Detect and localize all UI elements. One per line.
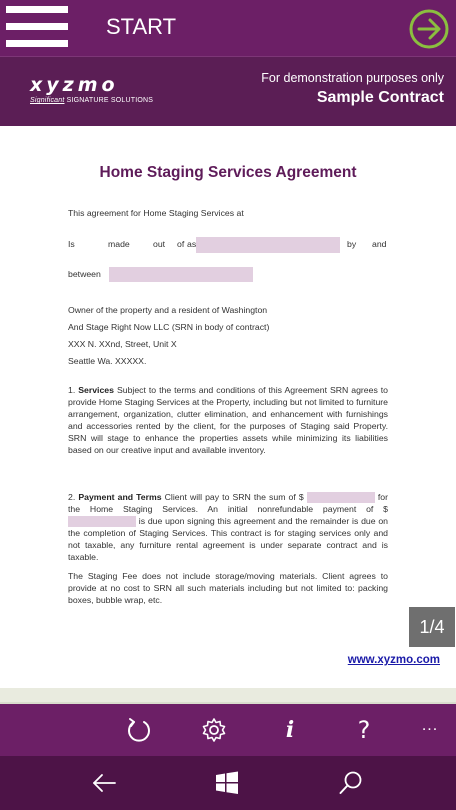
back-arrow-icon[interactable] <box>91 770 117 796</box>
hamburger-line <box>6 6 68 13</box>
total-amount-field[interactable] <box>307 492 375 503</box>
demo-note: For demonstration purposes only <box>261 71 444 85</box>
made-row <box>68 237 388 253</box>
arrow-right-circle-icon[interactable] <box>408 8 450 50</box>
xyzmo-logo <box>30 75 160 115</box>
payment-heading: Payment and Terms <box>78 492 162 502</box>
document-title: Home Staging Services Agreement <box>99 164 357 181</box>
page-bottom-edge <box>0 688 456 704</box>
made-word: of <box>177 239 185 249</box>
intro-text: This agreement for Home Staging Services at <box>68 208 244 218</box>
between-label: between <box>68 268 101 279</box>
payment-text-1: Client will pay to SRN the sum of <box>164 492 296 502</box>
header-banner <box>0 56 456 126</box>
made-word: Is <box>68 239 75 249</box>
search-icon[interactable] <box>338 770 364 796</box>
services-heading: Services <box>78 385 114 395</box>
refresh-icon[interactable] <box>125 716 153 744</box>
payment-text-2: for the Home Staging Services. An initial nonrefundable <box>68 492 388 515</box>
hamburger-line <box>6 40 68 47</box>
services-section <box>68 384 388 456</box>
more-icon[interactable]: ... <box>421 717 439 734</box>
logo-tagline <box>30 97 160 104</box>
payment-dollar: $ <box>298 492 304 502</box>
made-word: by <box>347 239 357 249</box>
date-field[interactable] <box>196 237 340 253</box>
client-name-field[interactable] <box>109 267 253 282</box>
gear-icon[interactable] <box>200 716 228 744</box>
owner-block <box>68 302 388 370</box>
system-nav-bar <box>0 756 456 810</box>
help-icon[interactable]: ? <box>357 716 371 744</box>
windows-icon[interactable] <box>214 770 240 796</box>
contract-title: Sample Contract <box>316 89 444 106</box>
payment-number: 2. <box>68 492 76 502</box>
logo-tag-rest: SIGNATURE SOLUTIONS <box>64 97 154 104</box>
xyzmo-website-link[interactable]: www.xyzmo.com <box>347 654 440 666</box>
services-number: 1. <box>68 385 76 395</box>
fee-paragraph: The Staging Fee does not include storage/moving materials. Client agrees to provide at no cost to SRN all such materials including but not limited to: packing boxes, bubble wrap, etc. <box>68 571 388 605</box>
payment-text-3: payment of $ <box>322 504 389 515</box>
info-icon[interactable]: i <box>285 717 295 743</box>
made-word: made <box>108 239 130 249</box>
start-label[interactable]: START <box>106 14 177 39</box>
owner-line: And Stage Right Now LLC (SRN in body of contract) <box>68 322 270 332</box>
hamburger-line <box>6 23 68 30</box>
top-app-bar <box>0 0 456 56</box>
bottom-app-bar <box>0 704 456 756</box>
hamburger-icon[interactable] <box>6 6 68 48</box>
document-page[interactable] <box>0 126 456 688</box>
page-indicator: 1/4 <box>409 607 455 647</box>
initial-payment-field[interactable] <box>68 516 136 527</box>
made-word: and <box>372 239 387 249</box>
owner-line: Owner of the property and a resident of Washington <box>68 305 268 315</box>
made-word: out <box>153 239 166 249</box>
made-word: as <box>187 239 197 249</box>
owner-line: XXX N. XXnd, Street, Unit X <box>68 339 177 349</box>
payment-section <box>68 491 388 563</box>
owner-line: Seattle Wa. XXXXX. <box>68 356 147 366</box>
logo-wordmark: xyzmo <box>30 74 119 96</box>
services-text: Subject to the terms and conditions of this Agreement SRN agrees to provide Home Staging Services at the Property, including but not limited to furniture arrangement, organization, clutter elimination, and enhancement with furnishings and accessories rented by the client, for the purposes of Staging said Property. SRN will stage to enhance the properties assets while minimizing its liabilities based on our creative input and available inventory. <box>68 385 388 455</box>
logo-tag-significant: Significant <box>30 97 65 104</box>
between-row <box>68 267 388 282</box>
payment-text-4: is due upon signing this agreement and the remainder is due on the completion of Staging Services. This contract is for staging services only and not taxable, any furniture rental agreement is under separate contract and is taxable. <box>68 516 389 563</box>
